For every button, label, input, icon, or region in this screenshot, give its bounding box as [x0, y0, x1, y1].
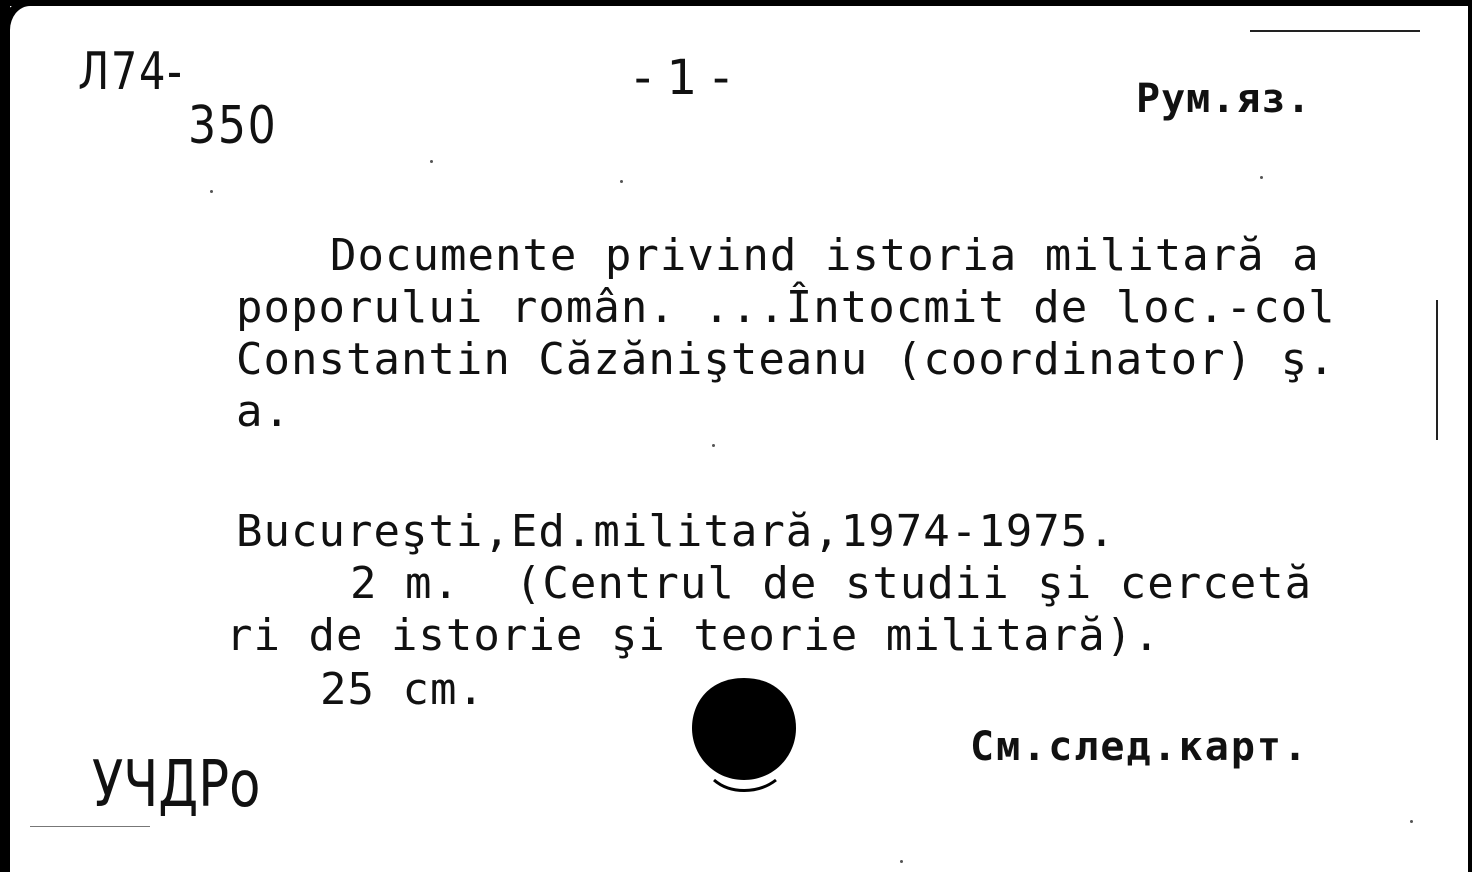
top-rule: [1250, 30, 1420, 32]
speck: [1260, 176, 1263, 179]
body-line-title-2: poporului român. ...Întocmit de loc.-col: [236, 282, 1336, 333]
body-line-size: 25 cm.: [320, 664, 485, 715]
right-margin-rule: [1436, 300, 1438, 440]
shelf-mark-bottom: 350: [188, 96, 278, 156]
body-line-title-3: Constantin Căzănişteanu (coordinator) ş.: [236, 334, 1336, 385]
speck: [620, 180, 623, 183]
body-line-title-1: Documente privind istoria militară a: [330, 230, 1320, 281]
body-line-title-4: a.: [236, 386, 291, 437]
see-next-card-label: См.след.карт.: [970, 724, 1310, 770]
body-line-series-1: 2 m. (Centrul de studii şi cercetă: [350, 558, 1313, 609]
body-line-imprint: Bucureşti,Ed.militară,1974-1975.: [236, 506, 1116, 557]
bottom-rule: [30, 826, 150, 827]
language-label: Рум.яз.: [1136, 76, 1312, 122]
card-number: - 1 -: [634, 50, 730, 106]
card-right-edge: [1468, 0, 1472, 872]
speck: [430, 160, 433, 163]
shelf-mark-top: Л74-: [78, 42, 184, 102]
punch-hole: [690, 672, 798, 792]
card-top-edge: [0, 0, 1472, 6]
speck: [712, 444, 715, 447]
speck: [1410, 820, 1413, 823]
handwritten-mark: УЧДРо: [92, 748, 261, 822]
card-left-edge: [0, 0, 10, 872]
body-line-series-2: ri de istorie şi teorie militară).: [226, 610, 1161, 661]
speck: [210, 190, 213, 193]
speck: [900, 860, 903, 863]
